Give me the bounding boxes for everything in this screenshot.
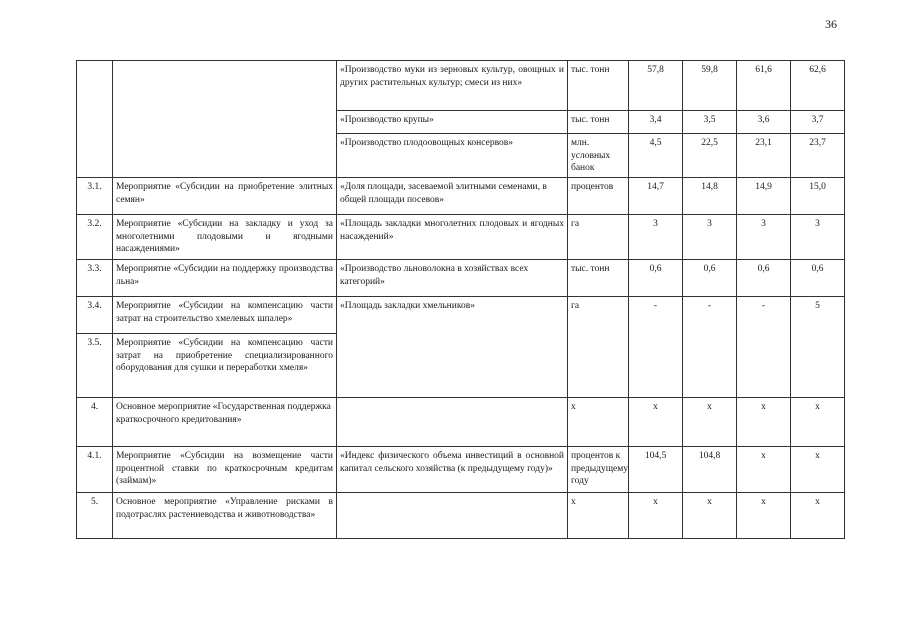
value-cell: 0,6 <box>737 260 791 297</box>
indicator-cell: «Площадь закладки хмельников» <box>337 297 568 398</box>
value-cell: 62,6 <box>791 61 845 111</box>
indicator-cell: «Доля площади, засеваемой элитными семенами, в общей площади посевов» <box>337 178 568 215</box>
indicator-cell: «Индекс физического объема инвестиций в основной капитал сельского хозяйства (к предыдущему году)» <box>337 447 568 493</box>
table-row <box>77 178 845 215</box>
unit-cell: процентов к предыдущему году <box>568 447 629 493</box>
page-number: 36 <box>825 17 837 31</box>
value-cell: 4,5 <box>629 134 683 178</box>
value-cell: 5 <box>791 297 845 398</box>
value-cell: 104,5 <box>629 447 683 493</box>
indicator-cell: «Производство плодоовощных консервов» <box>337 134 568 178</box>
value-cell: х <box>629 398 683 447</box>
indicators-table <box>76 60 845 539</box>
unit-cell: тыс. тонн <box>568 111 629 134</box>
value-cell: 3 <box>791 215 845 260</box>
indicator-cell: «Производство крупы» <box>337 111 568 134</box>
indicator-cell: «Производство муки из зерновых культур, овощных и других растительных культур; смеси из них» <box>337 61 568 111</box>
event-cell: Мероприятие «Субсидии на компенсацию части затрат на приобретение специализированного оборудования для сушки и переработки хмеля» <box>113 334 337 398</box>
row-number: 4. <box>77 398 113 447</box>
indicator-cell: «Площадь закладки многолетних плодовых и ягодных насаждений» <box>337 215 568 260</box>
value-cell: - <box>629 297 683 398</box>
event-cell: Мероприятие «Субсидии на возмещение части процентной ставки по краткосрочным кредитам (займам)» <box>113 447 337 493</box>
value-cell: - <box>737 297 791 398</box>
table-row <box>77 493 845 539</box>
event-cell: Мероприятие «Субсидии на приобретение элитных семян» <box>113 178 337 215</box>
value-cell: 0,6 <box>791 260 845 297</box>
table-row <box>77 215 845 260</box>
table-row <box>77 297 845 334</box>
value-cell: 61,6 <box>737 61 791 111</box>
value-cell: 3,5 <box>683 111 737 134</box>
value-cell: 14,7 <box>629 178 683 215</box>
row-number <box>77 61 113 178</box>
table-row <box>77 398 845 447</box>
row-number: 4.1. <box>77 447 113 493</box>
row-number: 3.2. <box>77 215 113 260</box>
event-cell: Основное мероприятие «Управление рисками в подотраслях растениеводства и животноводства» <box>113 493 337 539</box>
value-cell: х <box>737 493 791 539</box>
value-cell: - <box>683 297 737 398</box>
table-row <box>77 447 845 493</box>
event-cell: Мероприятие «Субсидии на компенсацию части затрат на строительство хмелевых шпалер» <box>113 297 337 334</box>
unit-cell: га <box>568 297 629 398</box>
value-cell: 0,6 <box>683 260 737 297</box>
value-cell: 59,8 <box>683 61 737 111</box>
value-cell: 14,8 <box>683 178 737 215</box>
row-number: 5. <box>77 493 113 539</box>
indicator-cell: «Производство льноволокна в хозяйствах всех категорий» <box>337 260 568 297</box>
indicator-cell <box>337 493 568 539</box>
value-cell: 0,6 <box>629 260 683 297</box>
value-cell: 3,7 <box>791 111 845 134</box>
table-row <box>77 260 845 297</box>
value-cell: 3 <box>629 215 683 260</box>
unit-cell: процентов <box>568 178 629 215</box>
value-cell: 15,0 <box>791 178 845 215</box>
row-number: 3.1. <box>77 178 113 215</box>
unit-cell: млн. условных банок <box>568 134 629 178</box>
value-cell: х <box>791 493 845 539</box>
event-cell: Мероприятие «Субсидии на поддержку производства льна» <box>113 260 337 297</box>
value-cell: 3,6 <box>737 111 791 134</box>
value-cell: 57,8 <box>629 61 683 111</box>
row-number: 3.4. <box>77 297 113 334</box>
event-cell <box>113 61 337 178</box>
event-cell: Основное мероприятие «Государственная поддержка краткосрочного кредитования» <box>113 398 337 447</box>
event-cell: Мероприятие «Субсидии на закладку и уход за многолетними плодовыми и ягодными насаждениями» <box>113 215 337 260</box>
value-cell: х <box>683 493 737 539</box>
value-cell: 3 <box>737 215 791 260</box>
value-cell: 23,7 <box>791 134 845 178</box>
unit-cell: тыс. тонн <box>568 260 629 297</box>
row-number: 3.5. <box>77 334 113 398</box>
value-cell: 3 <box>683 215 737 260</box>
value-cell: х <box>683 398 737 447</box>
value-cell: 3,4 <box>629 111 683 134</box>
unit-cell: х <box>568 493 629 539</box>
value-cell: 104,8 <box>683 447 737 493</box>
indicator-cell <box>337 398 568 447</box>
unit-cell: тыс. тонн <box>568 61 629 111</box>
value-cell: 23,1 <box>737 134 791 178</box>
value-cell: х <box>629 493 683 539</box>
value-cell: х <box>791 398 845 447</box>
value-cell: х <box>737 447 791 493</box>
value-cell: х <box>737 398 791 447</box>
unit-cell: га <box>568 215 629 260</box>
row-number: 3.3. <box>77 260 113 297</box>
value-cell: 22,5 <box>683 134 737 178</box>
unit-cell: х <box>568 398 629 447</box>
table-row <box>77 61 845 111</box>
value-cell: 14,9 <box>737 178 791 215</box>
value-cell: х <box>791 447 845 493</box>
